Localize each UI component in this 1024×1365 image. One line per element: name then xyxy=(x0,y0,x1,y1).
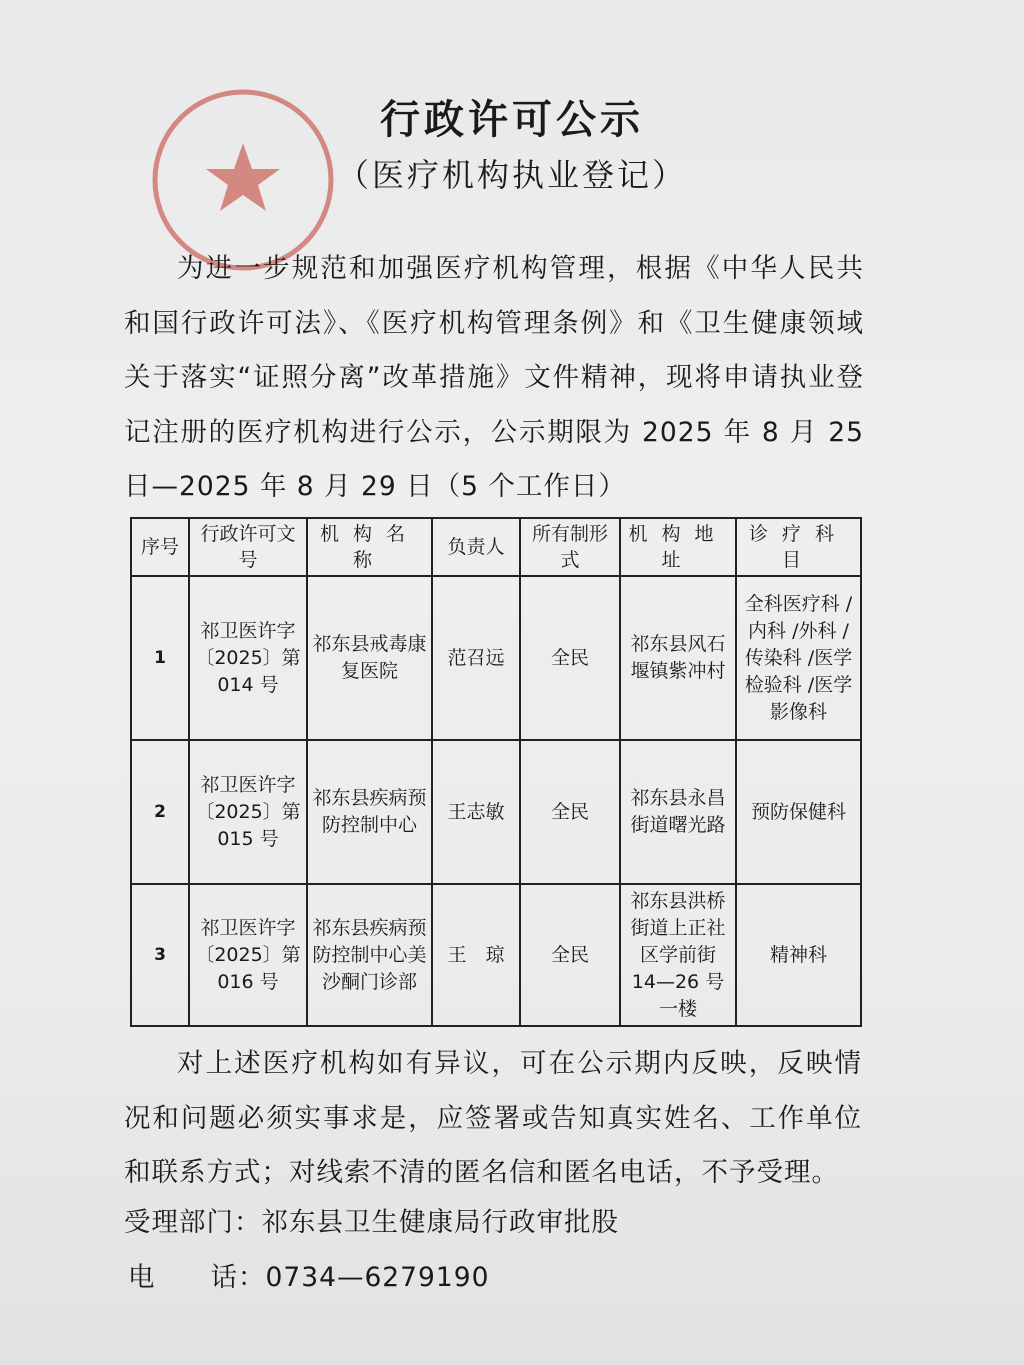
intro-paragraph: 为进一步规范和加强医疗机构管理，根据《中华人民共和国行政许可法》、《医疗机构管理条例》和《卫生健康领域关于落实“证照分离”改革措施》文件精神，现将申请执业登记注册的医疗机构进行公示，公示期限为 2025 年 8 月 25 日—2025 年 8 月 29 日（5 个工作日） xyxy=(124,253,864,502)
phone-number: 0734—6279190 xyxy=(265,1262,490,1293)
cell-name: 祁东县疾病预防控制中心 xyxy=(307,740,432,884)
registration-table xyxy=(130,517,862,1027)
cell-subjects: 精神科 xyxy=(736,884,861,1026)
cell-address: 祁东县洪桥街道上正社区学前街 14—26 号一楼 xyxy=(620,884,736,1026)
cell-no: 2 xyxy=(131,740,189,884)
cell-person: 王志敏 xyxy=(432,740,520,884)
cell-ownership: 全民 xyxy=(520,740,620,884)
header-name: 机构名称 xyxy=(307,518,432,576)
table-row xyxy=(131,884,861,1026)
table-header-row xyxy=(131,518,861,576)
department-line: 受理部门：祁东县卫生健康局行政审批股 xyxy=(124,1207,619,1238)
cell-name: 祁东县疾病预防控制中心美沙酮门诊部 xyxy=(307,884,432,1026)
header-address: 机构地址 xyxy=(620,518,736,576)
cell-ownership: 全民 xyxy=(520,884,620,1026)
cell-no: 1 xyxy=(131,576,189,740)
header-subjects: 诊疗科目 xyxy=(736,518,861,576)
cell-address: 祁东县风石堰镇紫冲村 xyxy=(620,576,736,740)
cell-subjects: 全科医疗科 /内科 /外科 /传染科 /医学检验科 /医学影像科 xyxy=(736,576,861,740)
cell-name: 祁东县戒毒康复医院 xyxy=(307,576,432,740)
header-no: 序号 xyxy=(131,518,189,576)
notice-paragraph: 对上述医疗机构如有异议，可在公示期内反映，反映情况和问题必须实事求是，应签署或告知真实姓名、工作单位和联系方式；对线索不清的匿名信和匿名电话，不予受理。 xyxy=(124,1048,862,1188)
header-ownership: 所有制形式 xyxy=(520,518,620,576)
phone-label: 电 话： xyxy=(128,1262,266,1293)
page-title: 行政许可公示 xyxy=(380,97,644,143)
cell-license: 祁卫医许字〔2025〕第 015 号 xyxy=(189,740,307,884)
cell-person: 王 琼 xyxy=(432,884,520,1026)
cell-license: 祁卫医许字〔2025〕第 016 号 xyxy=(189,884,307,1026)
cell-no: 3 xyxy=(131,884,189,1026)
cell-license: 祁卫医许字〔2025〕第 014 号 xyxy=(189,576,307,740)
table-row xyxy=(131,576,861,740)
cell-person: 范召远 xyxy=(432,576,520,740)
cell-ownership: 全民 xyxy=(520,576,620,740)
phone-line xyxy=(128,1255,489,1294)
cell-subjects: 预防保健科 xyxy=(736,740,861,884)
header-person: 负责人 xyxy=(432,518,520,576)
header-license: 行政许可文号 xyxy=(189,518,307,576)
page-subtitle: （医疗机构执业登记） xyxy=(336,156,687,194)
table-row xyxy=(131,740,861,884)
cell-address: 祁东县永昌街道曙光路 xyxy=(620,740,736,884)
